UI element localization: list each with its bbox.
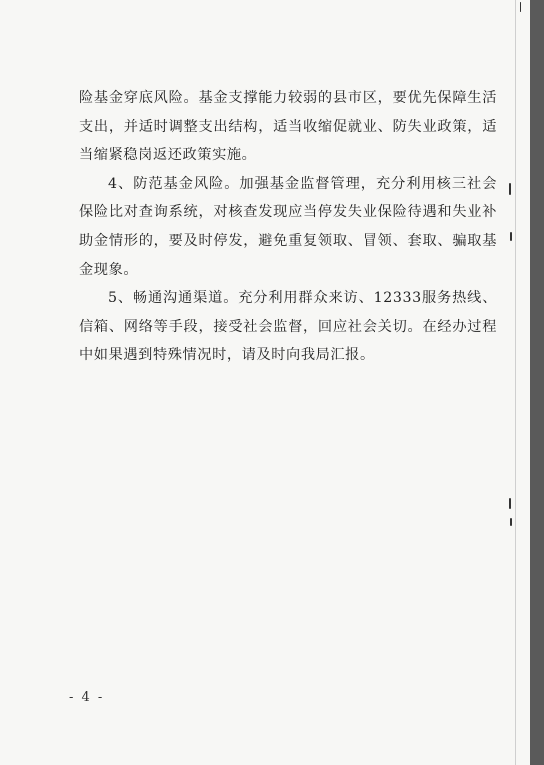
document-body [79,84,497,370]
paragraph: 4、防范基金风险。加强基金监督管理，充分利用核三社会保险比对查询系统，对核查发现应当停发失业保险待遇和失业补助金情形的，要及时停发，避免重复领取、冒领、套取、骗取基金现象。 [79,175,497,278]
page-number: - 4 - [69,690,105,705]
scan-mark [509,183,511,195]
scan-mark [510,518,512,526]
paragraph: 5、畅通沟通渠道。充分利用群众来访、12333服务热线、信箱、网络等手段，接受社会监督，回应社会关切。在经办过程中如果遇到特殊情况时，请及时向我局汇报。 [79,290,497,364]
scan-mark [510,232,512,241]
paragraph: 险基金穿底风险。基金支撑能力较弱的县市区，要优先保障生活支出，并适时调整支出结构，适当收缩促就业、防失业政策，适当缩紧稳岗返还政策实施。 [79,90,497,164]
scan-mark [520,2,521,12]
page-edge [515,0,516,765]
scan-mark [509,498,511,509]
